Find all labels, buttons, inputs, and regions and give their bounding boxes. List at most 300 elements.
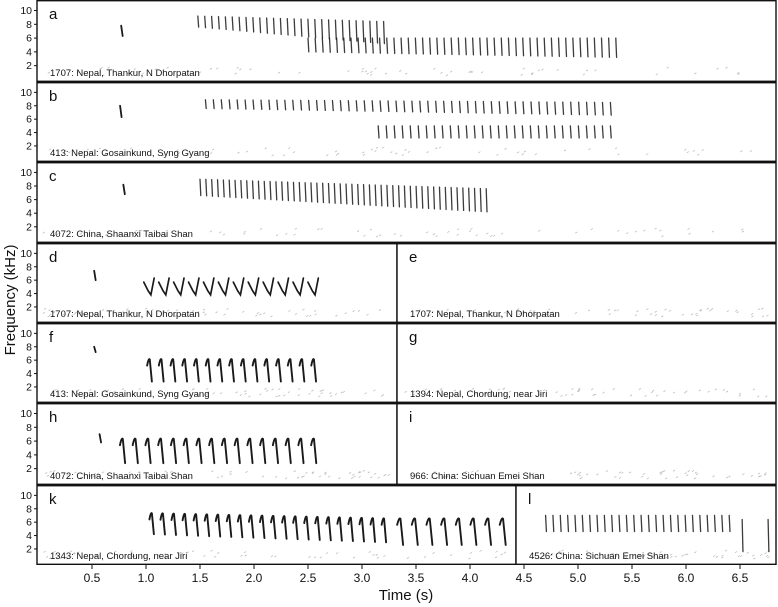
song-element [742,519,743,551]
panel-d [20,244,397,323]
y-tick-label: 4 [26,127,32,140]
song-element [487,38,488,55]
song-element [610,126,611,138]
song-element [444,38,445,54]
song-element [264,181,265,199]
song-element [573,38,574,57]
song-element [507,102,508,114]
song-element [229,180,230,197]
song-element [466,126,467,138]
song-element [428,187,429,209]
song-element [530,126,531,138]
y-tick-label: 4 [26,207,32,220]
song-element [206,179,207,195]
x-tick-label: 2.5 [299,571,317,585]
song-element [332,101,333,111]
song-element [656,515,657,531]
song-element [212,180,213,197]
song-element [410,186,411,207]
song-element [299,183,300,202]
song-element [229,100,230,109]
song-element [508,38,509,55]
song-element [450,126,451,138]
song-element [602,102,603,115]
song-element [323,183,324,202]
panel-letter: h [49,409,58,426]
song-element [537,38,538,56]
song-element [551,38,552,56]
x-tick-label: 5.0 [569,571,587,585]
x-axis-label: Time (s) [378,587,434,604]
y-tick-label: 10 [20,327,32,340]
song-element [580,38,581,57]
song-element [282,182,283,200]
panel-l [516,486,776,565]
song-element [245,100,246,109]
panel-a [20,1,776,82]
song-element [434,126,435,138]
song-element [678,515,679,531]
song-element [451,188,452,210]
song-element [480,189,481,212]
song-element [387,185,388,206]
song-element [436,101,437,112]
song-element [499,102,500,114]
song-element [458,126,459,138]
panel-caption: 1343: Nepal, Chordung, near Jiri [50,551,188,562]
panel-letter: i [409,409,413,426]
song-element [247,181,248,198]
y-tick-label: 6 [26,516,32,529]
y-tick-label: 10 [20,408,32,421]
song-element [571,102,572,114]
x-tick-label: 6.5 [731,571,749,585]
x-tick-label: 1.5 [191,571,209,585]
song-element [205,100,206,109]
song-element [486,189,487,212]
song-element [501,38,502,55]
song-element [253,181,254,199]
y-tick-label: 4 [26,46,32,59]
song-element [480,38,481,55]
x-tick-label: 5.5 [623,571,641,585]
song-element [218,180,219,197]
song-element [426,126,427,138]
song-element [474,126,475,138]
song-element [457,188,458,210]
song-element [442,126,443,138]
song-element [340,184,341,204]
song-element [287,19,288,35]
song-element [460,101,461,112]
y-tick-label: 4 [26,449,32,462]
song-element [562,126,563,138]
song-element [416,186,417,207]
y-tick-label: 2 [26,140,32,153]
song-element [531,102,532,114]
song-element [594,126,595,138]
y-tick-label: 6 [26,32,32,45]
song-element [342,20,343,40]
song-element [235,180,236,197]
song-element [568,515,569,531]
panel-letter: c [49,168,57,185]
song-element [579,102,580,114]
song-element [648,515,649,531]
song-element [334,184,335,204]
y-tick-label: 8 [26,341,32,354]
song-element [328,184,329,203]
song-element [452,101,453,112]
song-element [349,21,350,41]
song-element [587,102,588,114]
song-element [700,515,701,531]
song-element [560,515,561,531]
song-element [434,187,435,209]
song-element [365,38,366,53]
song-element [212,16,213,28]
song-element [555,102,556,114]
song-element [523,102,524,114]
song-element [258,181,259,199]
x-tick-label: 3.5 [407,571,425,585]
song-element [356,101,357,111]
panel-h [20,404,397,485]
y-tick-label: 6 [26,194,32,207]
y-tick-label: 2 [26,381,32,394]
song-element [294,19,295,36]
y-tick-label: 8 [26,261,32,274]
song-element [301,100,302,110]
song-element [351,38,352,53]
song-element [386,126,387,138]
song-element [356,21,357,41]
song-element [396,101,397,112]
y-tick-label: 10 [20,166,32,179]
panel-b [20,83,776,162]
song-element [293,182,294,201]
panel-letter: e [409,249,418,266]
song-element [380,38,381,53]
song-element [213,100,214,109]
panel-f [20,324,397,403]
song-element [601,38,602,57]
song-element [315,38,316,52]
song-element [375,185,376,205]
x-tick-label: 1.0 [137,571,155,585]
x-tick-label: 4.0 [461,571,479,585]
y-tick-label: 10 [20,86,32,99]
x-tick-label: 2.0 [245,571,263,585]
song-element [490,126,491,138]
y-tick-label: 2 [26,60,32,73]
song-element [514,126,515,138]
song-element [547,102,548,114]
panel-caption: 966: China: Sichuan Emei Shan [410,471,545,482]
song-element [578,126,579,138]
panel-letter: l [528,491,532,508]
song-element [422,187,423,209]
y-tick-label: 6 [26,354,32,367]
song-element [305,183,306,202]
song-element [575,515,576,531]
panel-caption: 1707: Nepal, Thankur, N Dhorpatan [50,309,200,320]
song-element [308,38,309,52]
song-element [198,16,199,27]
song-element [465,38,466,55]
y-tick-label: 8 [26,421,32,434]
song-element [372,38,373,53]
song-element [288,182,289,200]
x-tick-label: 6.0 [677,571,695,585]
song-element [280,18,281,34]
song-element [317,183,318,202]
song-element [315,20,316,38]
song-element [225,17,226,30]
song-element [587,38,588,57]
song-element [494,38,495,55]
song-element [378,126,379,138]
song-element [317,100,318,110]
song-element [707,515,708,531]
song-element [482,126,483,138]
song-element [358,184,359,204]
song-element [522,126,523,138]
song-element [329,38,330,52]
song-element [384,22,385,44]
song-element [346,184,347,204]
song-element [670,515,671,531]
song-element [586,126,587,138]
song-element [369,185,370,205]
song-element [285,100,286,109]
song-element [293,100,294,110]
song-element [444,101,445,112]
song-element [570,126,571,138]
song-element [218,17,219,29]
panel-caption: 1394: Nepal, Chordung, near Jiri [410,389,548,400]
song-element [610,102,611,115]
song-element [276,182,277,200]
song-element [269,100,270,109]
song-element [246,17,247,31]
song-element [393,186,394,207]
y-tick-label: 4 [26,530,32,543]
song-element [604,515,605,531]
song-element [475,188,476,211]
song-element [563,102,564,114]
song-element [538,126,539,138]
song-element [340,101,341,111]
song-element [200,179,201,195]
song-element [267,18,268,33]
panel-caption: 4072: China, Shaanxi Taibai Shan [50,471,193,482]
song-element [363,21,364,42]
song-element [692,515,693,531]
song-element [612,515,613,531]
song-element [553,515,554,531]
song-element [412,101,413,112]
y-tick-label: 6 [26,274,32,287]
song-element [722,515,723,531]
panel-caption: 413: Nepal: Gosainkund, Syng Gyang [50,389,210,400]
song-element [364,185,365,205]
song-element [483,102,484,113]
song-element [544,38,545,56]
song-element [401,38,402,53]
song-element [597,515,598,531]
song-element [253,100,254,109]
song-element [308,19,309,37]
song-element [277,100,278,109]
song-element [463,188,464,211]
song-element [594,38,595,57]
song-element [619,515,620,531]
song-element [309,100,310,110]
song-element [428,101,429,112]
song-element [358,38,359,53]
song-element [348,101,349,111]
y-tick-label: 10 [20,247,32,260]
song-element [329,20,330,39]
panel-letter: f [49,329,54,346]
song-element [530,38,531,56]
song-element [506,126,507,138]
panel-letter: d [49,249,58,266]
song-element [325,101,326,111]
y-tick-label: 10 [20,5,32,18]
panel-letter: g [409,329,418,346]
y-tick-label: 2 [26,543,32,556]
song-element [715,515,716,531]
panel-caption: 4526: China: Sichuan Emei Shan [529,551,669,562]
song-element [394,126,395,138]
song-element [469,188,470,211]
song-element [418,126,419,138]
song-element [626,515,627,531]
song-element [498,126,499,138]
panel-letter: b [49,88,58,105]
song-element [387,38,388,53]
y-tick-label: 8 [26,503,32,516]
song-element [381,185,382,206]
song-element [377,21,378,43]
song-element [420,101,421,112]
x-tick-label: 4.5 [515,571,533,585]
y-tick-label: 8 [26,100,32,113]
x-tick-label: 3.0 [353,571,371,585]
song-element [423,38,424,54]
y-tick-label: 8 [26,18,32,31]
song-element [311,183,312,202]
song-element [473,38,474,55]
song-element [475,102,476,113]
song-element [232,17,233,30]
song-element [437,38,438,54]
song-element [404,186,405,207]
y-tick-label: 2 [26,301,32,314]
song-element [322,38,323,52]
panel-caption: 1707: Nepal, Thankur, N Dhorpatan [50,68,200,79]
song-element [205,16,206,27]
song-element [439,187,440,209]
song-element [388,101,389,112]
song-element [458,38,459,54]
axes-layer [84,565,749,585]
y-tick-label: 2 [26,221,32,234]
song-element [301,19,302,36]
song-element [515,102,516,114]
song-element [261,100,262,109]
song-element [590,515,591,531]
song-element [274,18,275,34]
song-element [467,101,468,112]
song-element [582,515,583,531]
song-element [566,38,567,56]
song-element [616,38,617,57]
song-element [641,515,642,531]
song-element [335,20,336,39]
panel-caption: 1707: Nepal, Thankur, N Dhorpatan [410,309,560,320]
song-element [337,38,338,52]
panel-letter: a [49,6,58,23]
song-element [634,515,635,531]
song-element [415,38,416,54]
panel-c [20,163,776,243]
song-element [239,17,240,30]
song-element [602,126,603,138]
song-element [322,20,323,38]
song-element [370,21,371,42]
x-tick-label: 0.5 [83,571,101,585]
panel-k [20,486,516,565]
song-element [352,184,353,204]
song-element [237,100,238,109]
y-tick-label: 8 [26,180,32,193]
song-element [408,38,409,54]
song-element [399,186,400,207]
y-tick-label: 6 [26,113,32,126]
song-element [253,18,254,32]
song-element [221,100,222,109]
song-element [609,38,610,57]
y-tick-label: 6 [26,435,32,448]
song-element [410,126,411,138]
song-element [554,126,555,138]
y-axis-label: Frequency (kHz) [2,244,19,356]
song-element [344,38,345,52]
panel-letter: k [49,491,57,508]
panels-layer [20,1,776,565]
song-element [223,180,224,197]
song-element [404,101,405,112]
song-element [380,101,381,111]
y-tick-label: 10 [20,489,32,502]
song-element [430,38,431,54]
song-element [394,38,395,53]
song-element [663,515,664,531]
song-element [260,18,261,33]
song-element [491,102,492,114]
song-element [270,182,271,200]
song-element [685,515,686,531]
song-element [768,519,769,551]
song-element [523,38,524,56]
song-element [516,38,517,56]
song-element [241,181,242,198]
song-element [402,126,403,138]
panel-caption: 413: Nepal: Gosainkund, Syng Gyang [50,148,210,159]
